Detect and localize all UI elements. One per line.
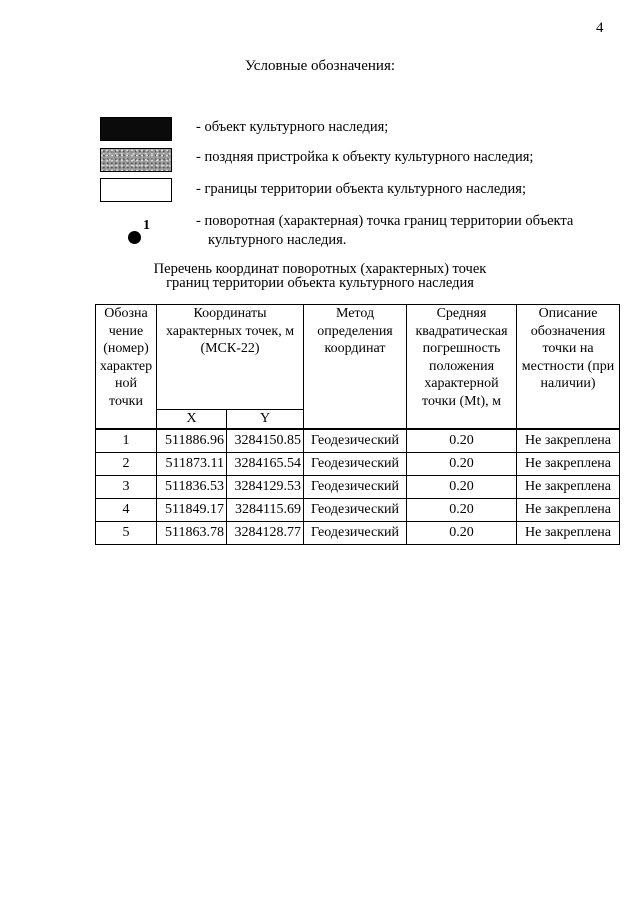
cell-number: 2 [96,452,157,475]
cell-y: 3284150.85 [227,429,304,453]
cell-y: 3284115.69 [227,498,304,521]
coordinates-table [95,304,620,545]
cell-error: 0.20 [407,475,517,498]
legend-item-point-cont: культурного наследия. [208,232,347,248]
cell-error: 0.20 [407,521,517,544]
legend-title: Условные обозначения: [244,58,396,74]
cell-number: 4 [96,498,157,521]
table-title-line1: Перечень координат поворотных (характерных) точек [153,261,487,277]
header-y: Y [227,410,304,429]
header-description: Описание обозначения точки на местности (при наличии) [517,305,620,429]
legend-item-annex: - поздняя пристройка к объекту культурного наследия; [196,149,534,165]
cell-error: 0.20 [407,498,517,521]
cell-description: Не закреплена [517,452,620,475]
table-title-line2: границ территории объекта культурного наследия [166,275,474,291]
cell-x: 511849.17 [157,498,227,521]
cell-method: Геодезический [304,521,407,544]
cell-method: Геодезический [304,452,407,475]
cell-method: Геодезический [304,475,407,498]
turning-point-marker-label: 1 [143,218,150,233]
cell-x: 511836.53 [157,475,227,498]
legend-item-point: - поворотная (характерная) точка границ территории объекта [196,213,574,229]
legend-item-boundary: - границы территории объекта культурного наследия; [196,181,526,197]
header-method: Метод определения координат [304,305,407,429]
header-point-number: Обозна чение (номер) характер ной точки [96,305,157,429]
table-title [0,262,640,290]
cell-error: 0.20 [407,429,517,453]
cell-method: Геодезический [304,498,407,521]
table-row [96,498,620,521]
cell-description: Не закреплена [517,521,620,544]
header-x: X [157,410,227,429]
late-annex-swatch [100,148,172,172]
cell-y: 3284128.77 [227,521,304,544]
table-row [96,475,620,498]
page-number: 4 [596,20,604,36]
cell-x: 511873.11 [157,452,227,475]
cultural-heritage-object-swatch [100,117,172,141]
cell-number: 3 [96,475,157,498]
cell-x: 511886.96 [157,429,227,453]
cell-y: 3284165.54 [227,452,304,475]
cell-description: Не закреплена [517,498,620,521]
table-row [96,452,620,475]
cell-number: 5 [96,521,157,544]
legend-item-object: - объект культурного наследия; [196,119,389,135]
cell-x: 511863.78 [157,521,227,544]
cell-number: 1 [96,429,157,453]
turning-point-marker-icon [128,231,141,244]
cell-y: 3284129.53 [227,475,304,498]
header-error: Средняя квадратическая погрешность положения характерной точки (Mt), м [407,305,517,429]
table-row [96,521,620,544]
table-row [96,429,620,453]
header-coordinates: Координаты характерных точек, м (МСК-22) [157,305,304,410]
territory-boundary-swatch [100,178,172,202]
cell-description: Не закреплена [517,429,620,453]
cell-description: Не закреплена [517,475,620,498]
cell-method: Геодезический [304,429,407,453]
cell-error: 0.20 [407,452,517,475]
